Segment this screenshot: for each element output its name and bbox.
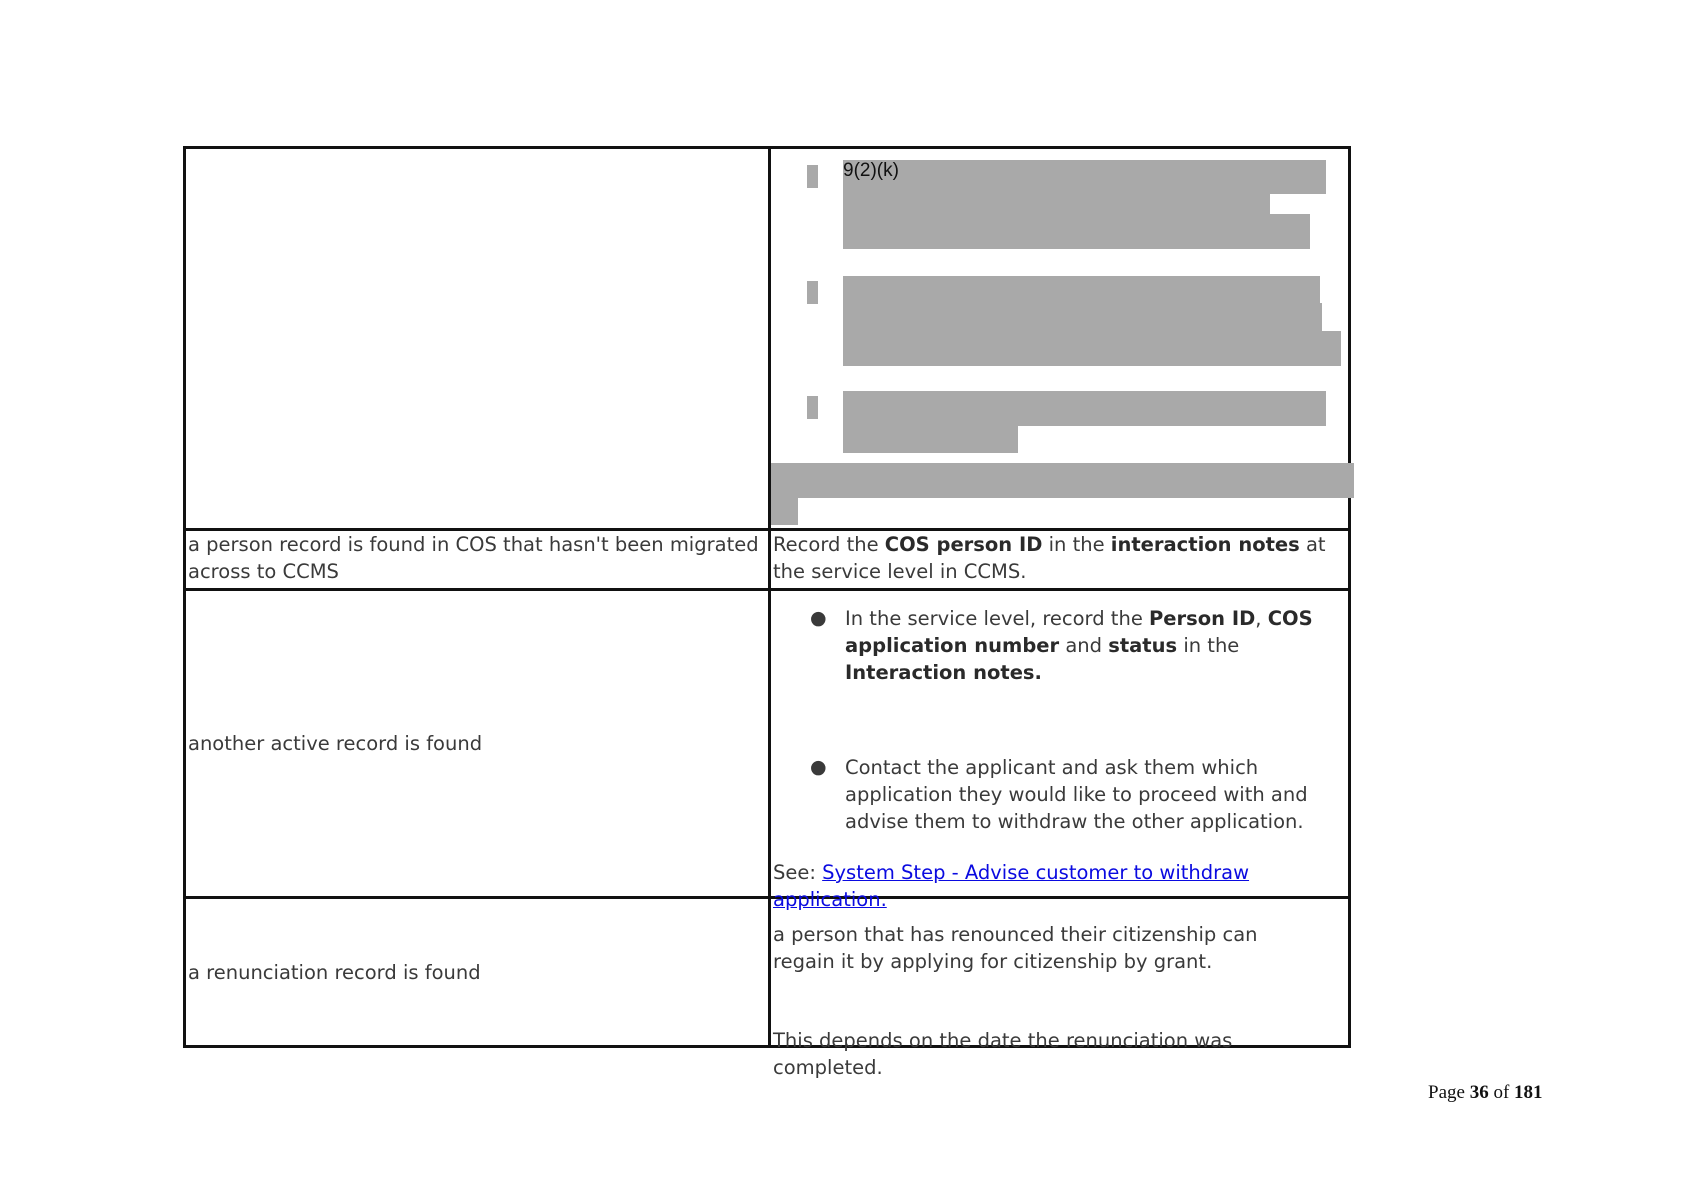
redacted-action-cell xyxy=(770,148,1350,530)
redaction-block xyxy=(843,194,1270,214)
redaction-block xyxy=(843,214,1310,249)
action-cell xyxy=(770,530,1350,590)
page-number: Page 36 of 181 xyxy=(1428,1082,1543,1103)
action-text: Record the COS person ID in the interaction notes at the service level in CCMS. xyxy=(773,533,1326,583)
list-item: ● Contact the applicant and ask them which application they would like to proceed with and advise them to withdraw the other application. xyxy=(810,756,1308,833)
table-row xyxy=(185,590,1350,898)
condition-text: a person record is found in COS that hasn't been migrated across to CCMS xyxy=(188,533,759,583)
action-note: This depends on the date the renunciation was completed. xyxy=(773,1029,1233,1079)
condition-text: a renunciation record is found xyxy=(188,960,481,984)
redaction-block xyxy=(843,160,1326,194)
condition-cell-empty xyxy=(185,148,770,530)
redaction-block xyxy=(843,276,1320,303)
redaction-block xyxy=(843,331,1341,366)
redaction-block xyxy=(843,303,1322,331)
list-item: ● In the service level, record the Person ID, COS application number and status in the Interaction notes. xyxy=(810,607,1313,684)
table-row xyxy=(185,898,1350,1047)
redaction-block xyxy=(843,426,1018,453)
redaction-block xyxy=(771,498,798,525)
procedure-table xyxy=(183,146,1351,1079)
table-row xyxy=(185,530,1350,590)
redaction-bullet-mark xyxy=(807,281,818,304)
redaction-block xyxy=(771,463,1354,498)
see-reference: See: System Step - Advise customer to withdraw application. xyxy=(773,861,1250,911)
redaction-bullet-mark xyxy=(807,165,818,188)
condition-cell xyxy=(185,590,770,898)
redaction-exemption-label: 9(2)(k) xyxy=(843,160,899,181)
system-step-link[interactable]: System Step - Advise customer to withdraw application. xyxy=(773,861,1250,911)
redaction-bullet-mark xyxy=(807,396,818,419)
action-cell xyxy=(770,898,1350,1079)
bullet-icon: ● xyxy=(810,756,827,778)
redaction-block xyxy=(843,391,1326,426)
action-text: a person that has renounced their citizenship can regain it by applying for citizenship by grant. xyxy=(773,923,1258,973)
table-row xyxy=(185,148,1350,530)
bullet-icon: ● xyxy=(810,607,827,629)
condition-cell xyxy=(185,530,770,590)
action-bullet-list xyxy=(771,605,1348,835)
condition-text: another active record is found xyxy=(188,732,483,755)
condition-cell xyxy=(185,898,770,1047)
action-cell xyxy=(770,590,1350,911)
